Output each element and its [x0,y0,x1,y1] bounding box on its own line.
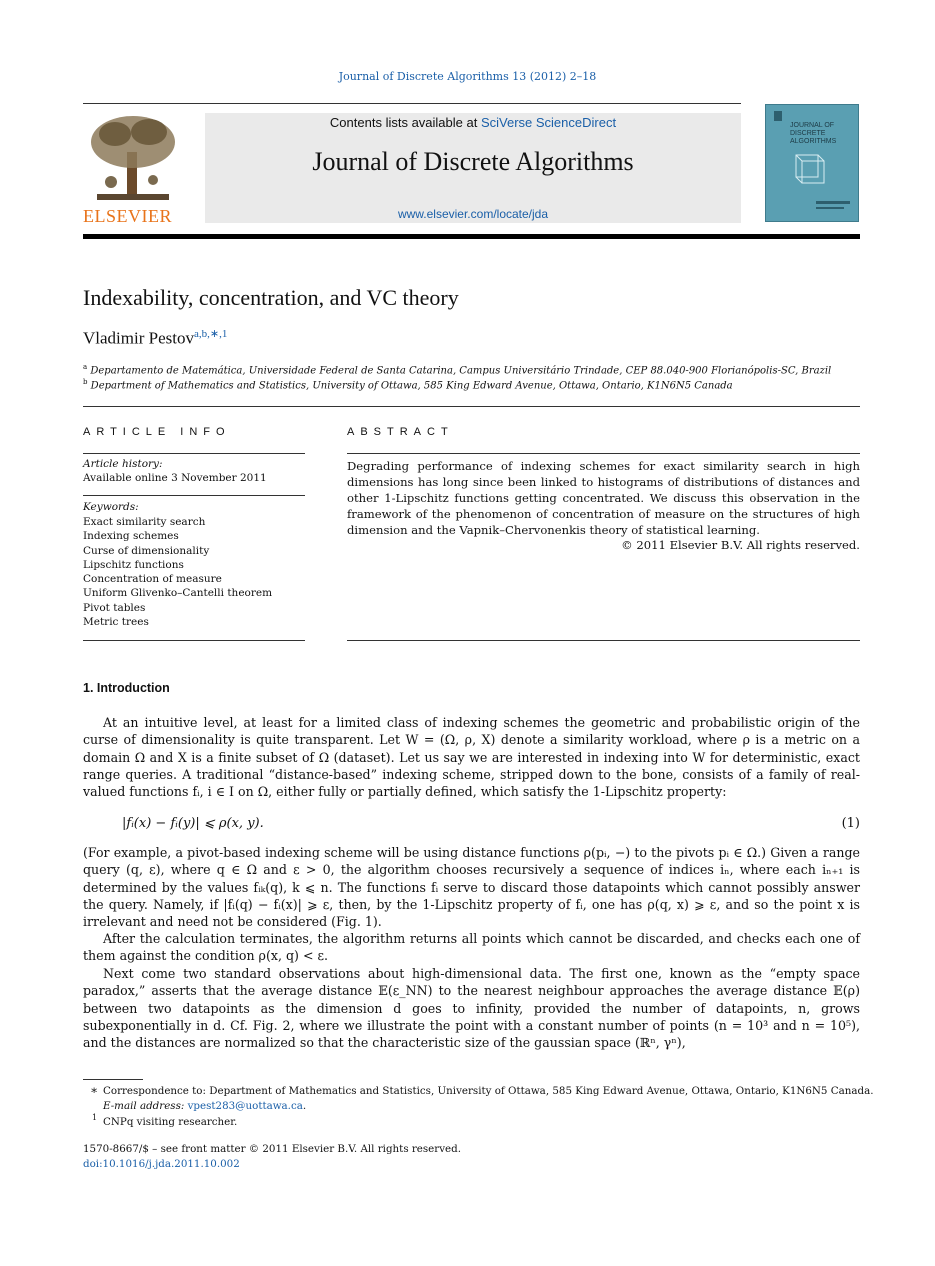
abstract-rule [347,640,860,641]
footnote-mark: 1 [92,1113,98,1122]
header-thick-rule [83,234,860,239]
email-label: E-mail address: [103,1100,188,1112]
abstract-copyright: © 2011 Elsevier B.V. All rights reserved. [621,538,860,552]
correspondence-footnote: Correspondence to: Department of Mathematics and Statistics, University of Ottawa, 585 King Edward Avenue, Ottawa, Ontario, K1N6N5 Canada. [103,1085,874,1097]
author-name[interactable]: Vladimir Pestov [83,328,194,348]
body-paragraph: Next come two standard observations about high-dimensional data. The first one, known as the “empty space paradox,” asserts that the average distance 𝔼(ε_NN) to the nearest neighbour approaches the average distance 𝔼(ρ) between two datapoints as the dimension d goes to infinity, provided the number of datapoints, n, grows subexponentially in d. Cf. Fig. 2, where we illustrate the point with a constant number of points (n = 10³ and n = 10⁵), and the distances are normalized so that the characteristic size of the gaussian space (ℝⁿ, γⁿ), [83,966,860,1051]
keyword: Curse of dimensionality [83,544,210,557]
keyword: Lipschitz functions [83,558,184,571]
history-label: Article history: [83,458,163,470]
author-line [83,327,227,349]
email-link[interactable]: vpest283@uottawa.ca [187,1100,303,1112]
keywords-label: Keywords: [83,501,139,513]
journal-citation[interactable]: Journal of Discrete Algorithms 13 (2012) 2–18 [338,70,597,83]
footnote-rule [83,1079,143,1080]
cover-title: JOURNAL OF DISCRETE ALGORITHMS [790,122,837,145]
keyword: Metric trees [83,616,149,629]
affiliation-mark: b [83,378,88,386]
affiliation-text: Department of Mathematics and Statistics, University of Ottawa, 585 King Edward Avenue, Ottawa, Ontario, K1N6N5 Canada [90,380,733,392]
contents-line [205,115,741,130]
info-rule [83,640,305,641]
journal-homepage-link[interactable]: www.elsevier.com/locate/jda [397,207,549,221]
email-footnote: E-mail address: vpest283@uottawa.ca. [103,1100,307,1112]
info-rule [83,495,305,496]
author-affiliation-marks[interactable]: a,b,∗,1 [193,328,228,340]
publisher-name: ELSEVIER [83,206,172,226]
sciencedirect-link[interactable]: SciVerse ScienceDirect [480,115,617,130]
article-title: Indexability, concentration, and VC theory [83,285,459,310]
body-paragraph: After the calculation terminates, the algorithm returns all points which cannot be discarded, and checks each one of them against the condition ρ(x, q) < ε. [83,931,860,964]
affiliation-b [83,378,733,391]
header-rule [83,103,741,104]
equation-number: (1) [841,816,860,831]
abstract-rule [347,453,860,454]
issn-line: 1570-8667/$ – see front matter © 2011 Elsevier B.V. All rights reserved. [83,1143,461,1155]
funding-footnote: CNPq visiting researcher. [103,1116,238,1128]
article-info-heading: ARTICLE INFO [83,426,231,438]
keyword: Concentration of measure [83,573,222,586]
footnote-mark: ∗ [90,1083,99,1097]
body-paragraph: At an intuitive level, at least for a limited class of indexing schemes the geometric and probabilistic origin of the curse of dimensionality is quite transparent. Let W = (Ω, ρ, X) denote a similarity workload, where ρ is a metric on a domain Ω and X is a finite subset of Ω (dataset). Let us say we are interested in indexing into W for deterministic, exact range queries. A traditional “distance-based” indexing scheme, stripped down to the bone, consists of a family of real-valued functions fᵢ, i ∈ I on Ω, either fully or partially defined, which satisfy the 1-Lipschitz property: [83,715,860,800]
body-paragraph: (For example, a pivot-based indexing scheme will be using distance functions ρ(pᵢ, −) to the pivots pᵢ ∈ Ω.) Given a range query (q, ε), where q ∈ Ω and ε > 0, the algorithm chooses recursively a sequence of indices iₙ, where each iₙ₊₁ is determined by the values fᵢₖ(q), k ⩽ n. The functions fᵢ serve to discard those datapoints which cannot possibly answer the query. Namely, if |fᵢ(q) − fᵢ(x)| ⩾ ε, then, by the 1-Lipschitz property of fᵢ, one has ρ(q, x) ⩾ ε, and so the point x is irrelevant and need not be considered (Fig. 1). [83,845,860,930]
keyword: Exact similarity search [83,516,206,528]
keyword-list [83,515,272,629]
abstract-text: Degrading performance of indexing schemes for exact similarity search in high dimensions has long since been linked to histograms of distributions of distances and other 1-Lipschitz functions getting concentrated. We discuss this observation in the framework of the phenomenon of concentration of measure on the structures of high dimension and the Vapnik–Chervonenkis theory of statistical learning. [347,459,860,537]
history-value: Available online 3 November 2011 [83,472,267,484]
affiliation-a [83,363,831,376]
info-rule [83,453,305,454]
keyword: Uniform Glivenko–Cantelli theorem [83,587,273,600]
affiliation-mark: a [83,363,88,371]
keyword: Pivot tables [83,601,146,614]
section-divider [83,406,860,407]
contents-prefix: Contents lists available at [329,115,481,130]
journal-name: Journal of Discrete Algorithms [312,147,634,176]
section-heading: 1. Introduction [83,681,170,695]
abstract-heading: ABSTRACT [347,426,454,438]
doi-link[interactable]: doi:10.1016/j.jda.2011.10.002 [83,1158,240,1170]
affiliation-text: Departamento de Matemática, Universidade Federal de Santa Catarina, Campus Universitário Trindade, CEP 88.040-900 Florianópolis-SC, Brazil [90,365,832,377]
equation: |fᵢ(x) − fᵢ(y)| ⩽ ρ(x, y). [122,816,264,831]
keyword: Indexing schemes [83,530,179,543]
